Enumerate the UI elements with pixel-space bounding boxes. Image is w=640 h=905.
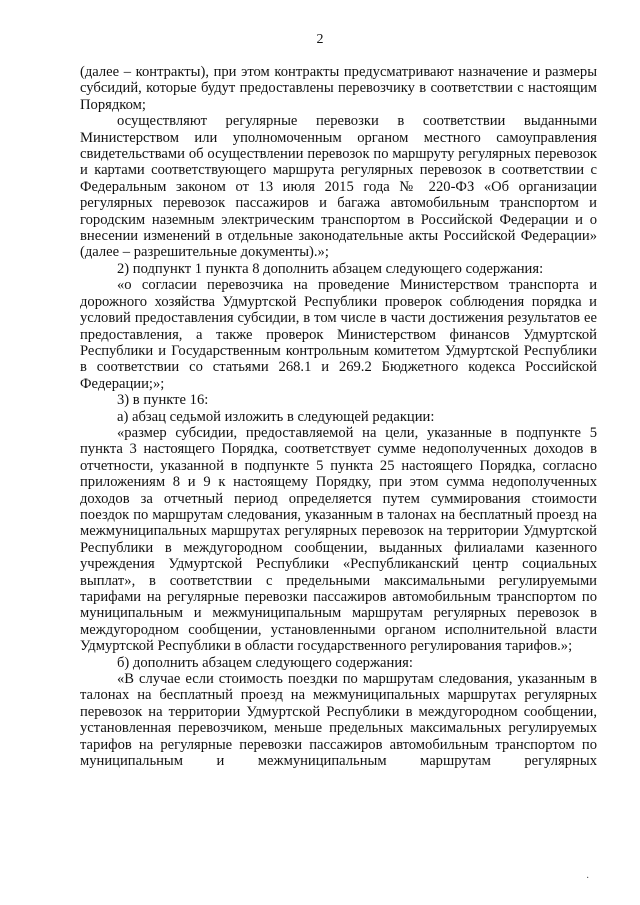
paragraph-item-3: 3) в пункте 16: [117,392,209,409]
paragraph-item-2: 2) подпункт 1 пункта 8 дополнить абзацем следующего содержания: [117,260,544,277]
paragraph-regular-transport: осуществляют регулярные перевозки в соответствии выданными Министерством или уполномоченным органом местного самоуправления свидетельствами об осуществлении перевозок по маршруту регулярных перевозок и картами соответствующего маршрута регулярных перевозок в соответствии с Федеральным законом от 13 июля 2015 года № 220-ФЗ «Об организации регулярных перевозок пассажиров и багажа автомобильным транспортом и городским наземным электрическим транспортом в Российской Федерации и о внесении изменений в отдельные законодательные акты Российской Федерации» (далее – разрешительные документы).»; [80,113,597,261]
page-number: 2 [316,32,324,47]
paragraph-contracts: (далее – контракты), при этом контракты предусматривают назначение и размеры субсидий, которые будут предоставлены перевозчику в соответствии с настоящим Порядком; [80,64,597,113]
corner-mark: · [586,873,590,884]
paragraph-item-3a: а) абзац седьмой изложить в следующей редакции: [117,408,435,425]
paragraph-subsidy-size: «размер субсидии, предоставляемой на цели, указанные в подпункте 5 пункта 3 настоящего Порядка, соответствует сумме недополученных доходов в отчетности, указанной в подпункте 5 пункта 25 настоящего Порядка, согласно приложениям 8 и 9 к настоящему Порядку, при этом сумма недополученных доходов за отчетный период определяется путем суммирования стоимости поездок по маршрутам следования, указанным в талонах на бесплатный проезд на межмуниципальных маршрутах регулярных перевозок на территории Удмуртской Республики в междугородном сообщении, выданных филиалами казенного учреждения Удмуртской Республики «Республиканский центр социальных выплат», в соответствии с предельными максимальными регулируемыми тарифами на регулярные перевозки пассажиров автомобильным транспортом по муниципальным и межмуниципальным маршрутам регулярных перевозок в междугородном сообщении, установленными органом исполнительной власти Удмуртской Республики в области государственного регулирования тарифов.»; [80,424,597,655]
paragraph-consent: «о согласии перевозчика на проведение Министерством транспорта и дорожного хозяйства Удмуртской Республики проверок соблюдения порядка и условий предоставления субсидии, в том числе в части достижения результатов ее предоставления, а также проверок Министерством финансов Удмуртской Республики и Государственным контрольным комитетом Удмуртской Республики в соответствии со статьями 268.1 и 269.2 Бюджетного кодекса Российской Федерации;»; [80,277,597,392]
document-body [80,64,597,769]
paragraph-item-3b: б) дополнить абзацем следующего содержания: [117,654,413,671]
paragraph-trip-cost: «В случае если стоимость поездки по маршрутам следования, указанным в талонах на бесплатный проезд на межмуниципальных маршрутах регулярных перевозок на территории Удмуртской Республики в междугородном сообщении, установленная перевозчиком, меньше предельных максимальных регулируемых тарифов на регулярные перевозки пассажиров автомобильным транспортом по муниципальным и межмуниципальным маршрутам регулярных [80,671,597,770]
